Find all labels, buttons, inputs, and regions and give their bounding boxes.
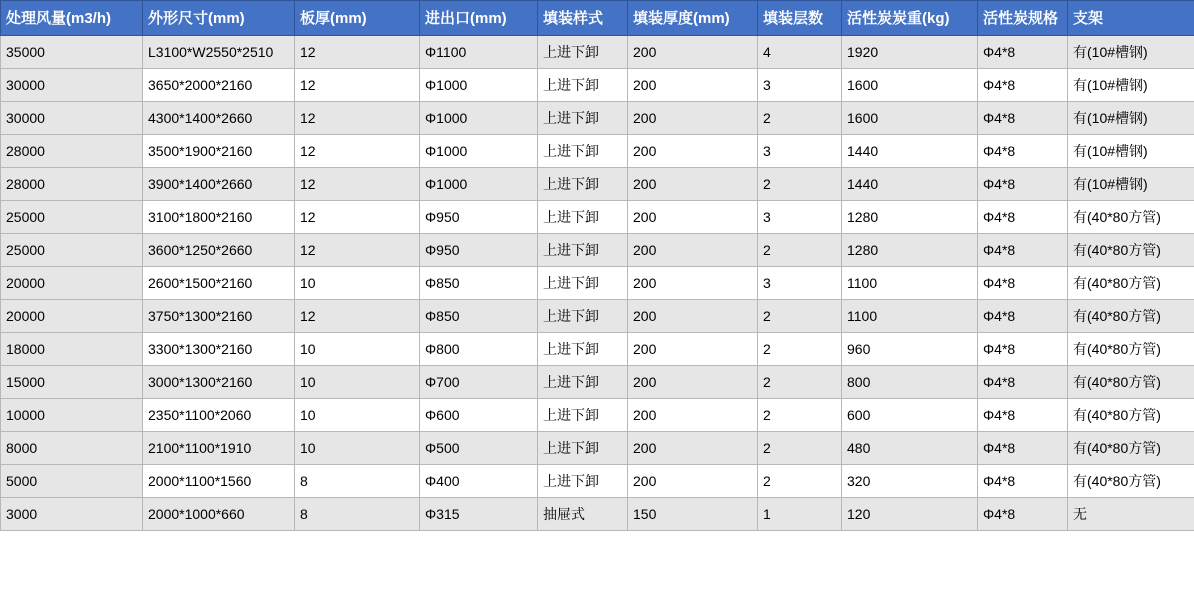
table-row <box>1 300 1194 333</box>
table-cell: 10000 <box>1 399 143 432</box>
table-cell: 2 <box>758 102 842 135</box>
table-cell: 1 <box>758 498 842 531</box>
table-cell: 上进下卸 <box>538 102 628 135</box>
table-cell: Φ950 <box>420 234 538 267</box>
table-cell: Φ4*8 <box>978 102 1068 135</box>
table-cell: 8 <box>295 465 420 498</box>
table-cell: 2 <box>758 366 842 399</box>
column-header-dimensions: 外形尺寸(mm) <box>143 1 295 36</box>
table-cell: 2 <box>758 432 842 465</box>
table-cell: 3000 <box>1 498 143 531</box>
table-cell: 3 <box>758 201 842 234</box>
table-cell: Φ4*8 <box>978 333 1068 366</box>
table-cell: 上进下卸 <box>538 300 628 333</box>
table-cell: Φ4*8 <box>978 465 1068 498</box>
table-cell: 200 <box>628 432 758 465</box>
table-cell: 5000 <box>1 465 143 498</box>
table-cell: Φ850 <box>420 300 538 333</box>
table-cell: 10 <box>295 366 420 399</box>
column-header-airflow: 处理风量(m3/h) <box>1 1 143 36</box>
table-cell: 30000 <box>1 69 143 102</box>
table-cell: Φ315 <box>420 498 538 531</box>
column-header-filling-layers: 填装层数 <box>758 1 842 36</box>
table-cell: 3100*1800*2160 <box>143 201 295 234</box>
table-cell: 1100 <box>842 300 978 333</box>
table-cell: 800 <box>842 366 978 399</box>
table-cell: 12 <box>295 300 420 333</box>
table-cell: 200 <box>628 234 758 267</box>
table-row <box>1 399 1194 432</box>
table-cell: 有(40*80方管) <box>1068 234 1194 267</box>
table-cell: 10 <box>295 399 420 432</box>
table-cell: 18000 <box>1 333 143 366</box>
table-cell: 有(40*80方管) <box>1068 366 1194 399</box>
table-cell: 12 <box>295 69 420 102</box>
table-cell: Φ1000 <box>420 168 538 201</box>
table-cell: 1100 <box>842 267 978 300</box>
table-cell: 3500*1900*2160 <box>143 135 295 168</box>
column-header-filling-thickness: 填装厚度(mm) <box>628 1 758 36</box>
table-cell: Φ4*8 <box>978 168 1068 201</box>
table-cell: Φ4*8 <box>978 366 1068 399</box>
table-row <box>1 465 1194 498</box>
table-cell: 2000*1100*1560 <box>143 465 295 498</box>
table-cell: 2 <box>758 300 842 333</box>
table-cell: Φ1000 <box>420 102 538 135</box>
table-cell: 2000*1000*660 <box>143 498 295 531</box>
table-cell: 320 <box>842 465 978 498</box>
table-cell: 有(10#槽钢) <box>1068 102 1194 135</box>
table-cell: Φ4*8 <box>978 36 1068 69</box>
table-cell: 28000 <box>1 168 143 201</box>
table-cell: 200 <box>628 102 758 135</box>
table-cell: 3300*1300*2160 <box>143 333 295 366</box>
table-cell: 960 <box>842 333 978 366</box>
table-cell: 1600 <box>842 102 978 135</box>
table-cell: Φ1100 <box>420 36 538 69</box>
column-header-plate-thickness: 板厚(mm) <box>295 1 420 36</box>
table-cell: 120 <box>842 498 978 531</box>
table-cell: 10 <box>295 333 420 366</box>
table-cell: 200 <box>628 399 758 432</box>
table-cell: 上进下卸 <box>538 399 628 432</box>
table-cell: 4300*1400*2660 <box>143 102 295 135</box>
table-cell: 200 <box>628 267 758 300</box>
table-cell: 2 <box>758 333 842 366</box>
table-cell: L3100*W2550*2510 <box>143 36 295 69</box>
table-cell: 1280 <box>842 234 978 267</box>
table-cell: 上进下卸 <box>538 36 628 69</box>
table-row <box>1 432 1194 465</box>
table-row <box>1 36 1194 69</box>
table-cell: 10 <box>295 432 420 465</box>
table-cell: Φ1000 <box>420 69 538 102</box>
table-cell: 200 <box>628 135 758 168</box>
table-header-row <box>1 1 1194 36</box>
table-cell: 12 <box>295 234 420 267</box>
table-row <box>1 366 1194 399</box>
table-cell: 有(40*80方管) <box>1068 201 1194 234</box>
table-cell: 3600*1250*2660 <box>143 234 295 267</box>
table-cell: Φ850 <box>420 267 538 300</box>
table-cell: 30000 <box>1 102 143 135</box>
table-cell: Φ400 <box>420 465 538 498</box>
table-cell: 3750*1300*2160 <box>143 300 295 333</box>
table-cell: 200 <box>628 36 758 69</box>
table-cell: 3900*1400*2660 <box>143 168 295 201</box>
table-cell: 1280 <box>842 201 978 234</box>
table-cell: 8 <box>295 498 420 531</box>
table-cell: 25000 <box>1 201 143 234</box>
table-cell: Φ4*8 <box>978 69 1068 102</box>
table-cell: 3 <box>758 69 842 102</box>
table-cell: 上进下卸 <box>538 366 628 399</box>
table-cell: Φ4*8 <box>978 135 1068 168</box>
table-cell: 3 <box>758 135 842 168</box>
table-cell: Φ4*8 <box>978 300 1068 333</box>
table-cell: 3 <box>758 267 842 300</box>
table-cell: 有(10#槽钢) <box>1068 69 1194 102</box>
table-cell: 200 <box>628 366 758 399</box>
table-cell: 2 <box>758 399 842 432</box>
table-cell: 28000 <box>1 135 143 168</box>
table-cell: 2 <box>758 168 842 201</box>
table-cell: Φ4*8 <box>978 399 1068 432</box>
table-row <box>1 267 1194 300</box>
table-cell: Φ4*8 <box>978 267 1068 300</box>
table-cell: 1920 <box>842 36 978 69</box>
table-cell: 有(40*80方管) <box>1068 399 1194 432</box>
table-cell: Φ600 <box>420 399 538 432</box>
table-cell: 上进下卸 <box>538 201 628 234</box>
table-header <box>1 1 1194 36</box>
table-cell: 200 <box>628 465 758 498</box>
table-row <box>1 333 1194 366</box>
table-cell: Φ4*8 <box>978 498 1068 531</box>
table-cell: Φ1000 <box>420 135 538 168</box>
table-cell: 200 <box>628 333 758 366</box>
table-cell: 有(10#槽钢) <box>1068 135 1194 168</box>
table-cell: 35000 <box>1 36 143 69</box>
table-cell: Φ950 <box>420 201 538 234</box>
table-cell: 无 <box>1068 498 1194 531</box>
table-cell: Φ4*8 <box>978 234 1068 267</box>
table-cell: 有(40*80方管) <box>1068 432 1194 465</box>
table-cell: 150 <box>628 498 758 531</box>
table-cell: 上进下卸 <box>538 168 628 201</box>
table-cell: 2350*1100*2060 <box>143 399 295 432</box>
table-cell: Φ500 <box>420 432 538 465</box>
table-cell: 1440 <box>842 135 978 168</box>
table-cell: 2100*1100*1910 <box>143 432 295 465</box>
table-cell: 3650*2000*2160 <box>143 69 295 102</box>
table-body <box>1 36 1194 531</box>
table-cell: Φ4*8 <box>978 432 1068 465</box>
column-header-bracket: 支架 <box>1068 1 1194 36</box>
table-cell: 200 <box>628 69 758 102</box>
table-cell: 有(40*80方管) <box>1068 300 1194 333</box>
table-cell: 10 <box>295 267 420 300</box>
table-row <box>1 201 1194 234</box>
table-cell: 600 <box>842 399 978 432</box>
table-cell: 有(10#槽钢) <box>1068 168 1194 201</box>
table-cell: 1440 <box>842 168 978 201</box>
table-cell: 20000 <box>1 300 143 333</box>
table-cell: 480 <box>842 432 978 465</box>
table-cell: 20000 <box>1 267 143 300</box>
table-cell: 12 <box>295 36 420 69</box>
table-cell: 上进下卸 <box>538 432 628 465</box>
table-cell: 2 <box>758 465 842 498</box>
table-row <box>1 102 1194 135</box>
table-cell: 2600*1500*2160 <box>143 267 295 300</box>
table-cell: 15000 <box>1 366 143 399</box>
table-cell: 8000 <box>1 432 143 465</box>
table-row <box>1 168 1194 201</box>
table-cell: 12 <box>295 168 420 201</box>
table-cell: 200 <box>628 168 758 201</box>
table-cell: Φ700 <box>420 366 538 399</box>
table-cell: 上进下卸 <box>538 234 628 267</box>
table-row <box>1 135 1194 168</box>
table-row <box>1 498 1194 531</box>
column-header-carbon-spec: 活性炭规格 <box>978 1 1068 36</box>
table-cell: Φ800 <box>420 333 538 366</box>
column-header-filling-style: 填装样式 <box>538 1 628 36</box>
table-cell: 4 <box>758 36 842 69</box>
table-cell: 25000 <box>1 234 143 267</box>
table-cell: 上进下卸 <box>538 333 628 366</box>
table-cell: Φ4*8 <box>978 201 1068 234</box>
table-cell: 2 <box>758 234 842 267</box>
table-cell: 12 <box>295 135 420 168</box>
table-cell: 12 <box>295 102 420 135</box>
table-cell: 200 <box>628 201 758 234</box>
table-row <box>1 234 1194 267</box>
table-cell: 上进下卸 <box>538 267 628 300</box>
table-cell: 3000*1300*2160 <box>143 366 295 399</box>
table-cell: 有(40*80方管) <box>1068 267 1194 300</box>
column-header-inlet-outlet: 进出口(mm) <box>420 1 538 36</box>
table-cell: 12 <box>295 201 420 234</box>
table-cell: 有(10#槽钢) <box>1068 36 1194 69</box>
table-cell: 抽屉式 <box>538 498 628 531</box>
table-cell: 上进下卸 <box>538 465 628 498</box>
table-cell: 200 <box>628 300 758 333</box>
table-cell: 上进下卸 <box>538 69 628 102</box>
table-row <box>1 69 1194 102</box>
column-header-carbon-weight: 活性炭炭重(kg) <box>842 1 978 36</box>
table-cell: 有(40*80方管) <box>1068 465 1194 498</box>
table-cell: 1600 <box>842 69 978 102</box>
table-cell: 上进下卸 <box>538 135 628 168</box>
table-cell: 有(40*80方管) <box>1068 333 1194 366</box>
